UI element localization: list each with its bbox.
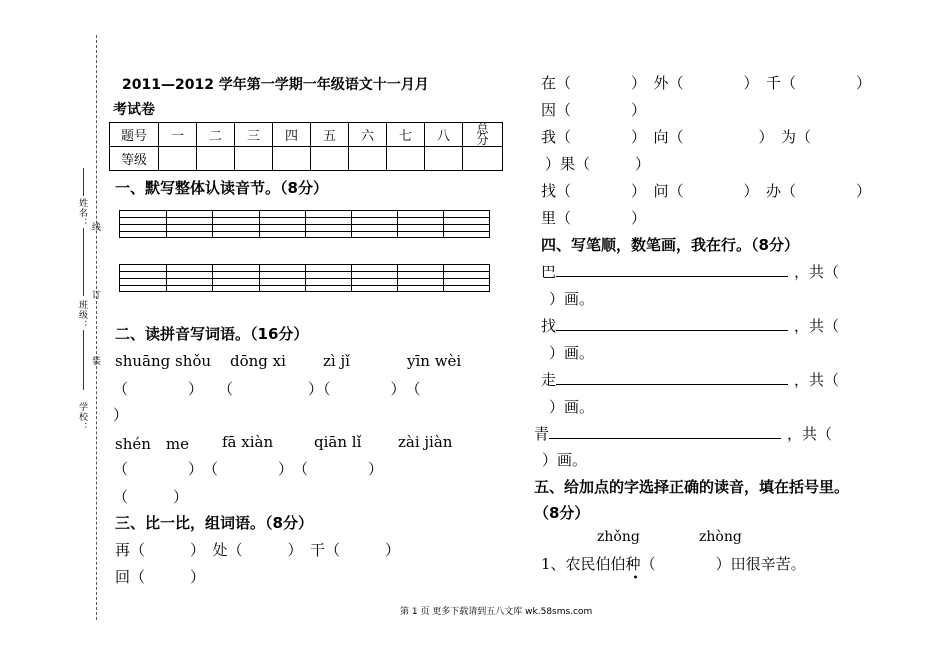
grade-cell[interactable] xyxy=(311,147,349,171)
exam-title-line2: 考试卷 xyxy=(113,102,155,118)
binding-dashed-line xyxy=(96,35,97,620)
compare-line[interactable]: 再（ ） 处（ ） 干（ ） xyxy=(115,541,401,559)
pinyin-grid-1[interactable] xyxy=(119,210,490,238)
pinyin-word: zì jǐ xyxy=(323,352,350,370)
pinyin-word: fā xiàn xyxy=(222,433,274,451)
section1-heading: 一、默写整体认读音节。（8分） xyxy=(115,179,328,197)
pinyin-word: shén me xyxy=(115,435,189,453)
stroke-char: 巴 xyxy=(541,263,557,281)
stroke-item xyxy=(541,369,839,390)
score-table-grade-row xyxy=(110,147,503,171)
grade-cell[interactable] xyxy=(425,147,463,171)
grade-cell[interactable] xyxy=(349,147,387,171)
section3-heading: 三、比一比，组词语。（8分） xyxy=(115,514,313,532)
table-cell: 一 xyxy=(159,123,197,147)
table-cell: 五 xyxy=(311,123,349,147)
table-cell-total: 总 分 xyxy=(463,123,503,147)
binding-ding: 订 xyxy=(90,290,100,300)
stroke-char: 青 xyxy=(534,425,550,443)
dotted-char: 种 • xyxy=(625,555,641,584)
stroke-item xyxy=(541,261,839,282)
name-rule xyxy=(83,168,84,196)
compare-line[interactable]: 找（ ） 问（ ） 办（ ） xyxy=(541,182,872,200)
answer-brackets[interactable]: （ ） xyxy=(113,488,189,506)
stroke-count-prompt: ，共（ xyxy=(794,317,840,335)
question-1-suffix[interactable]: （ ）田很辛苦。 xyxy=(640,555,806,573)
stroke-answer-line[interactable] xyxy=(556,262,788,277)
answer-brackets[interactable]: （ ） （ ）（ ） （ xyxy=(113,380,421,398)
page-footer: 第 1 页 更多下载请到五八文库 wk.58sms.com xyxy=(400,607,593,617)
stroke-answer-line[interactable] xyxy=(556,316,788,331)
stroke-count-close[interactable]: ）画。 xyxy=(542,451,588,469)
pinyin-word: yīn wèi xyxy=(407,352,462,370)
class-label: 班级： xyxy=(77,300,87,330)
stroke-answer-line[interactable] xyxy=(556,370,788,385)
stroke-count-close[interactable]: ）画。 xyxy=(549,398,595,416)
section5-heading: 五、给加点的字选择正确的读音，填在括号里。 xyxy=(534,478,850,496)
stroke-item xyxy=(541,315,839,336)
compare-line[interactable]: 在（ ） 外（ ） 千（ ） xyxy=(541,74,872,92)
name-label: 姓名： xyxy=(77,198,87,228)
grade-cell[interactable] xyxy=(463,147,503,171)
grade-cell[interactable] xyxy=(159,147,197,171)
pinyin-option-a: zhǒng xyxy=(597,529,640,545)
stroke-answer-line[interactable] xyxy=(549,424,781,439)
table-cell: 八 xyxy=(425,123,463,147)
compare-line[interactable]: 因（ ） xyxy=(541,101,647,119)
table-cell: 题号 xyxy=(110,123,159,147)
table-cell: 七 xyxy=(387,123,425,147)
answer-brackets[interactable]: （ ） （ ） （ ） xyxy=(113,460,384,478)
stroke-char: 找 xyxy=(541,317,557,335)
section2-heading: 二、读拼音写词语。（16分） xyxy=(115,325,309,343)
score-table xyxy=(109,122,503,171)
table-cell: 四 xyxy=(273,123,311,147)
pinyin-word: qiān lǐ xyxy=(314,433,362,451)
table-cell: 二 xyxy=(197,123,235,147)
binding-xian: 线 xyxy=(90,222,100,232)
school-label: 学校： xyxy=(77,402,87,432)
stroke-count-prompt: ，共（ xyxy=(794,371,840,389)
compare-line[interactable]: 回（ ） xyxy=(115,568,206,586)
question-1 xyxy=(541,553,806,584)
grade-cell[interactable] xyxy=(387,147,425,171)
pinyin-option-b: zhòng xyxy=(699,529,742,545)
grade-cell[interactable] xyxy=(197,147,235,171)
answer-brackets[interactable]: ） xyxy=(113,406,129,424)
class-rule xyxy=(83,228,84,296)
compare-line[interactable]: 里（ ） xyxy=(541,209,647,227)
table-cell: 六 xyxy=(349,123,387,147)
compare-line[interactable]: ）果（ ） xyxy=(545,155,651,173)
section5-points: （8分） xyxy=(534,504,590,522)
exam-title-line1: 2011—2012 学年第一学期一年级语文十一月月 xyxy=(122,77,429,93)
pinyin-word: dōng xi xyxy=(230,352,286,370)
stroke-count-close[interactable]: ）画。 xyxy=(549,290,595,308)
emphasis-dot-icon: • xyxy=(632,573,639,584)
table-cell: 等级 xyxy=(110,147,159,171)
table-cell: 三 xyxy=(235,123,273,147)
pinyin-word: zài jiàn xyxy=(398,433,453,451)
question-1-prefix: 1、农民伯伯 xyxy=(541,555,626,573)
school-rule xyxy=(83,330,84,390)
stroke-count-close[interactable]: ）画。 xyxy=(549,344,595,362)
stroke-char: 走 xyxy=(541,371,557,389)
pinyin-grid-2[interactable] xyxy=(119,264,490,292)
grade-cell[interactable] xyxy=(235,147,273,171)
section4-heading: 四、写笔顺，数笔画，我在行。（8分） xyxy=(541,236,799,254)
stroke-count-prompt: ，共（ xyxy=(794,263,840,281)
pinyin-word: shuāng shǒu xyxy=(115,352,212,370)
binding-zhuang: 装 xyxy=(90,356,100,366)
compare-line[interactable]: 我（ ） 向（ ） 为（ xyxy=(541,128,812,146)
stroke-count-prompt: ，共（ xyxy=(787,425,833,443)
stroke-item xyxy=(534,423,832,444)
grade-cell[interactable] xyxy=(273,147,311,171)
score-table-header-row xyxy=(110,123,503,147)
